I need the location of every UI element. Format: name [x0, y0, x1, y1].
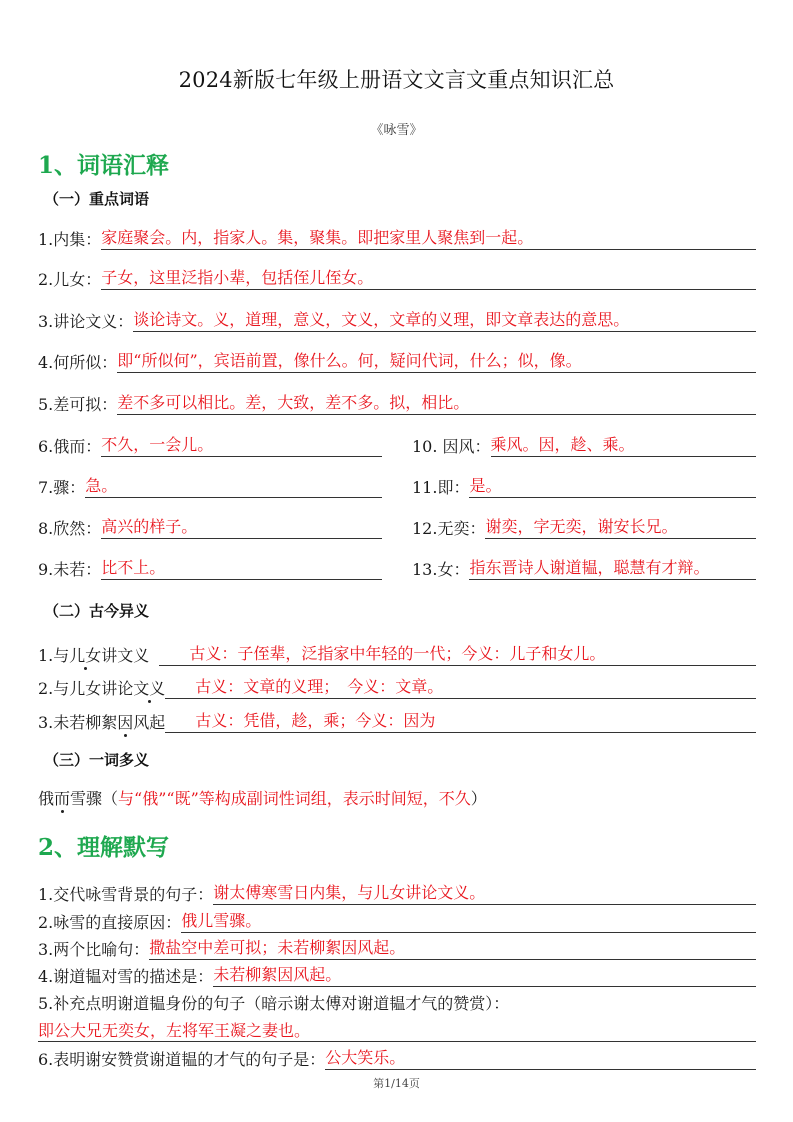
dictation-answer: 撒盐空中差可拟；未若柳絮因风起。: [149, 938, 756, 960]
dictation-item: [38, 883, 756, 905]
phrase-text: 2.与儿女讲论: [38, 679, 134, 698]
vocab-answer: 即“所似何”，宾语前置，像什么。何，疑问代词，什么；似，像。: [117, 351, 756, 373]
dictation-question: 6.表明谢安赞赏谢道韫的才气的句子是：: [38, 1050, 326, 1069]
emphasized-word: 因: [117, 713, 134, 732]
phrase-text: 3.未若柳絮: [38, 713, 118, 732]
sentence-text: ）: [470, 789, 487, 808]
vocab-term: 11.即：: [412, 478, 470, 497]
vocab-item: [38, 435, 382, 457]
vocab-term: 6.俄而：: [38, 437, 102, 456]
meaning-item: [38, 644, 756, 666]
vocab-term: 1.内集：: [38, 230, 102, 249]
vocab-term: 8.欣然：: [38, 519, 102, 538]
phrase-text: 1.与: [38, 646, 70, 665]
vocab-item: [412, 517, 756, 539]
dictation-item: [38, 1048, 756, 1070]
vocab-term: 4.何所似：: [38, 353, 118, 372]
vocab-answer: 急。: [85, 476, 382, 498]
vocab-term: 3.讲论文义：: [38, 312, 134, 331]
dictation-question: 2.咏雪的直接原因：: [38, 913, 182, 932]
meaning-item: [38, 677, 756, 699]
vocab-term: 13.女：: [412, 560, 470, 579]
section-heading-vocabulary: 1、词语汇释: [38, 152, 170, 179]
vocab-item: [38, 517, 382, 539]
dictation-question: 3.两个比喻句：: [38, 940, 150, 959]
vocab-item: [38, 310, 756, 332]
phrase-text: 讲文义: [101, 646, 150, 665]
vocab-term: 9.未若：: [38, 560, 102, 579]
meaning-answer: 古义：文章的义理； 今义：文章。: [165, 677, 756, 699]
vocab-item: [38, 558, 382, 580]
phrase-text: 风起: [133, 713, 166, 732]
emphasized-word: 而: [54, 789, 71, 808]
vocab-answer: 高兴的样子。: [101, 517, 382, 539]
dictation-question: 1.交代咏雪背景的句子：: [38, 885, 214, 904]
dictation-answer: 谢太傅寒雪日内集，与儿女讲论文义。: [213, 883, 756, 905]
vocab-answer: 指东晋诗人谢道韫，聪慧有才辩。: [469, 558, 756, 580]
vocab-item: [38, 351, 756, 373]
vocab-answer: 谈论诗文。义，道理，意义，文义，文章的义理，即文章表达的意思。: [133, 310, 756, 332]
dictation-answer: 公大笑乐。: [325, 1048, 756, 1070]
vocab-term: 5.差可拟：: [38, 395, 118, 414]
meaning-item: [38, 711, 756, 733]
vocab-answer: 谢奕，字无奕，谢安长兄。: [485, 517, 756, 539]
meaning-answer: 古义：凭借，趁，乘；今义：因为: [165, 711, 756, 733]
polysemy-example: [38, 789, 487, 809]
subsection-heading-polysemy: （三）一词多义: [44, 751, 150, 769]
meaning-phrase: [38, 646, 149, 666]
vocab-answer: 比不上。: [101, 558, 382, 580]
dictation-item: [38, 938, 756, 960]
vocab-term: 10. 因风：: [412, 437, 491, 456]
sentence-text: 雪骤（: [70, 789, 119, 808]
meaning-phrase: [38, 713, 165, 733]
emphasized-word: 文义: [133, 679, 166, 698]
subsection-heading-key-words: （一）重点词语: [44, 190, 150, 208]
dictation-item: [38, 965, 756, 987]
sentence-text: 俄: [38, 789, 55, 808]
dictation-question: 5.补充点明谢道韫身份的句子（暗示谢太傅对谢道韫才气的赞赏）：: [38, 994, 510, 1013]
vocab-item: [38, 268, 756, 290]
subsection-heading-ancient-modern: （二）古今异义: [44, 602, 150, 620]
meaning-phrase: [38, 679, 165, 699]
vocab-answer: 是。: [469, 476, 756, 498]
section-heading-dictation: 2、理解默写: [38, 834, 170, 861]
vocab-term: 2.儿女：: [38, 270, 102, 289]
dictation-answer: 即公大兄无奕女，左将军王凝之妻也。: [38, 1021, 756, 1042]
vocab-item: [412, 476, 756, 498]
document-title: 2024新版七年级上册语文文言文重点知识汇总: [178, 68, 615, 92]
polysemy-explanation: 与“俄”“既”等构成副词性词组，表示时间短，不久: [118, 789, 471, 808]
vocab-item: [38, 476, 382, 498]
emphasized-word: 儿女: [69, 646, 102, 665]
vocab-answer: 子女，这里泛指小辈，包括侄儿侄女。: [101, 268, 756, 290]
vocab-item: [38, 228, 756, 250]
vocab-answer: 差不多可以相比。差，大致，差不多。拟，相比。: [117, 393, 756, 415]
vocab-item: [412, 558, 756, 580]
dictation-item: [38, 911, 756, 933]
dictation-question: 4.谢道韫对雪的描述是：: [38, 967, 214, 986]
dictation-answer: 未若柳絮因风起。: [213, 965, 756, 987]
vocab-answer: 家庭聚会。内，指家人。集，聚集。即把家里人聚焦到一起。: [101, 228, 756, 250]
page-number: 第1/14页: [373, 1077, 420, 1090]
dictation-answer: 俄儿雪骤。: [181, 911, 756, 933]
vocab-answer: 乘风。因，趁、乘。: [491, 435, 756, 457]
vocab-answer: 不久，一会儿。: [101, 435, 382, 457]
lesson-title: 《咏雪》: [370, 123, 423, 138]
vocab-term: 12.无奕：: [412, 519, 486, 538]
vocab-item: [412, 435, 756, 457]
vocab-item: [38, 393, 756, 415]
meaning-answer: 古义：子侄辈，泛指家中年轻的一代；今义：儿子和女儿。: [159, 644, 756, 666]
vocab-term: 7.骤：: [38, 478, 86, 497]
